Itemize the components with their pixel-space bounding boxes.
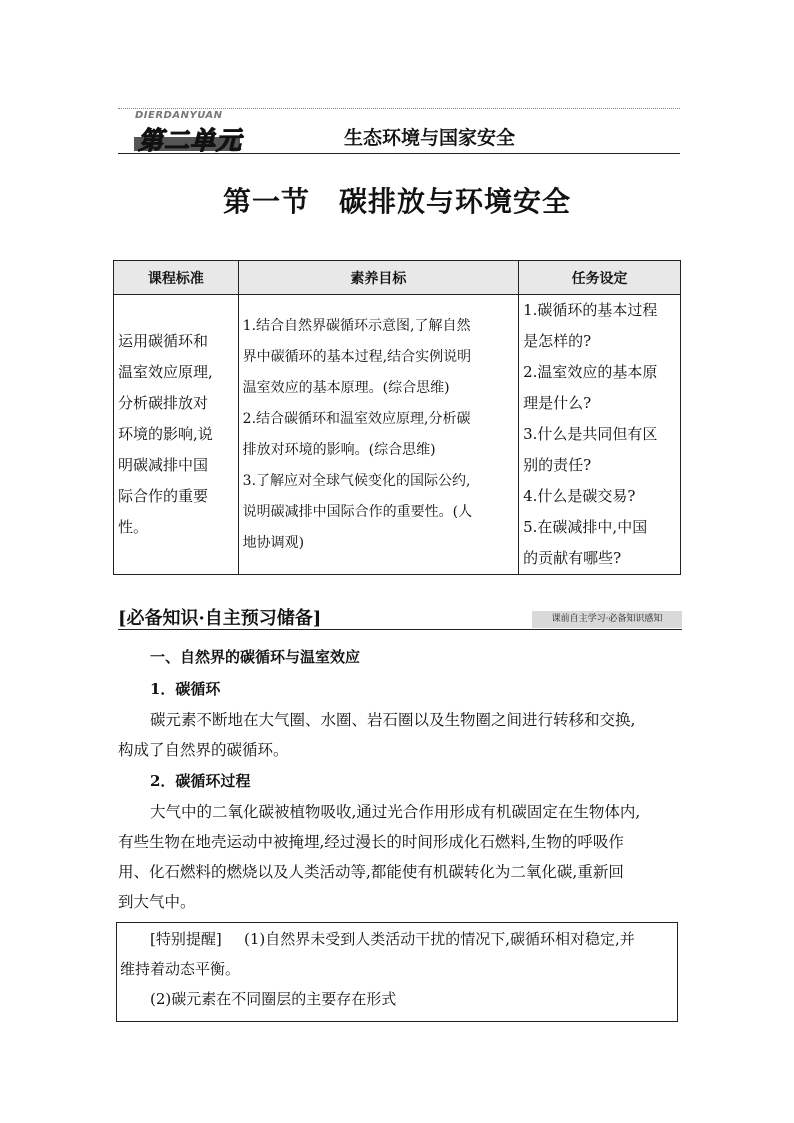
goal-line: 3.了解应对全球气候变化的国际公约, bbox=[242, 472, 471, 489]
tip-line: 维持着动态平衡。 bbox=[120, 960, 241, 978]
section-heading: [必备知识·自主预习储备] bbox=[118, 608, 322, 629]
standard-line: 温室效应原理, bbox=[118, 363, 213, 381]
page-title: 第一节 碳排放与环境安全 bbox=[222, 185, 571, 218]
paragraph-line: 有些生物在地壳运动中被掩埋,经过漫长的时间形成化石燃料,生物的呼吸作 bbox=[118, 833, 624, 851]
header-rule bbox=[118, 153, 680, 154]
header-cell-goals: 素养目标 bbox=[238, 261, 518, 295]
goal-line: 1.结合自然界碳循环示意图,了解自然 bbox=[242, 317, 471, 334]
standard-line: 分析碳排放对 bbox=[118, 394, 209, 412]
heading-1-1: 1．碳循环 bbox=[150, 680, 221, 698]
standard-line: 运用碳循环和 bbox=[118, 332, 209, 350]
unit-label: 第二单元 bbox=[138, 126, 243, 155]
tip-line: (1)自然界未受到人类活动干扰的情况下,碳循环相对稳定,并 bbox=[244, 930, 635, 948]
goal-line: 温室效应的基本原理。(综合思维) bbox=[242, 379, 450, 396]
goal-line: 界中碳循环的基本过程,结合实例说明 bbox=[242, 348, 472, 365]
task-line: 是怎样的? bbox=[523, 332, 592, 350]
task-line: 的贡献有哪些? bbox=[523, 549, 622, 567]
task-line: 1.碳循环的基本过程 bbox=[523, 301, 658, 319]
task-line: 理是什么? bbox=[523, 394, 592, 412]
standard-line: 性。 bbox=[118, 518, 149, 536]
goal-line: 地协调观) bbox=[242, 534, 305, 551]
goal-line: 排放对环境的影响。(综合思维) bbox=[242, 441, 436, 458]
table-row bbox=[114, 295, 681, 575]
paragraph-line: 用、化石燃料的燃烧以及人类活动等,都能使有机碳转化为二氧化碳,重新回 bbox=[118, 863, 624, 881]
paragraph-line: 构成了自然界的碳循环。 bbox=[118, 741, 289, 759]
heading-1-2: 2．碳循环过程 bbox=[150, 772, 251, 790]
header-cell-tasks: 任务设定 bbox=[519, 261, 681, 295]
curriculum-table bbox=[113, 260, 681, 575]
heading-1: 一、自然界的碳循环与温室效应 bbox=[150, 648, 361, 666]
section-rule bbox=[118, 629, 682, 630]
tip-label: [特别提醒] bbox=[150, 930, 222, 948]
standard-line: 际合作的重要 bbox=[118, 487, 209, 505]
paragraph-line: 到大气中。 bbox=[118, 893, 196, 911]
tip-line: (2)碳元素在不同圈层的主要存在形式 bbox=[150, 990, 397, 1008]
unit-title: 生态环境与国家安全 bbox=[344, 127, 516, 149]
paragraph-line: 碳元素不断地在大气圈、水圈、岩石圈以及生物圈之间进行转移和交换, bbox=[150, 711, 636, 729]
table-header-row bbox=[114, 261, 681, 295]
standard-cell bbox=[114, 295, 239, 575]
tasks-cell bbox=[519, 295, 681, 575]
paragraph-line: 大气中的二氧化碳被植物吸收,通过光合作用形成有机碳固定在生物体内, bbox=[150, 803, 641, 821]
task-line: 别的责任? bbox=[523, 456, 592, 474]
unit-pinyin: DIERDANYUAN bbox=[135, 110, 223, 121]
task-line: 4.什么是碳交易? bbox=[523, 487, 636, 505]
task-line: 3.什么是共同但有区 bbox=[523, 425, 658, 443]
header-dotted-rule bbox=[118, 108, 680, 109]
goal-line: 2.结合碳循环和温室效应原理,分析碳 bbox=[242, 410, 471, 427]
goal-line: 说明碳减排中国际合作的重要性。(人 bbox=[242, 503, 473, 520]
goals-cell bbox=[238, 295, 518, 575]
standard-line: 明碳减排中国 bbox=[118, 456, 209, 474]
section-tag: 课前自主学习·必备知识感知 bbox=[532, 611, 682, 628]
standard-line: 环境的影响,说 bbox=[118, 425, 213, 443]
header-cell-standard: 课程标准 bbox=[114, 261, 239, 295]
task-line: 5.在碳减排中,中国 bbox=[523, 518, 648, 536]
task-line: 2.温室效应的基本原 bbox=[523, 363, 658, 381]
